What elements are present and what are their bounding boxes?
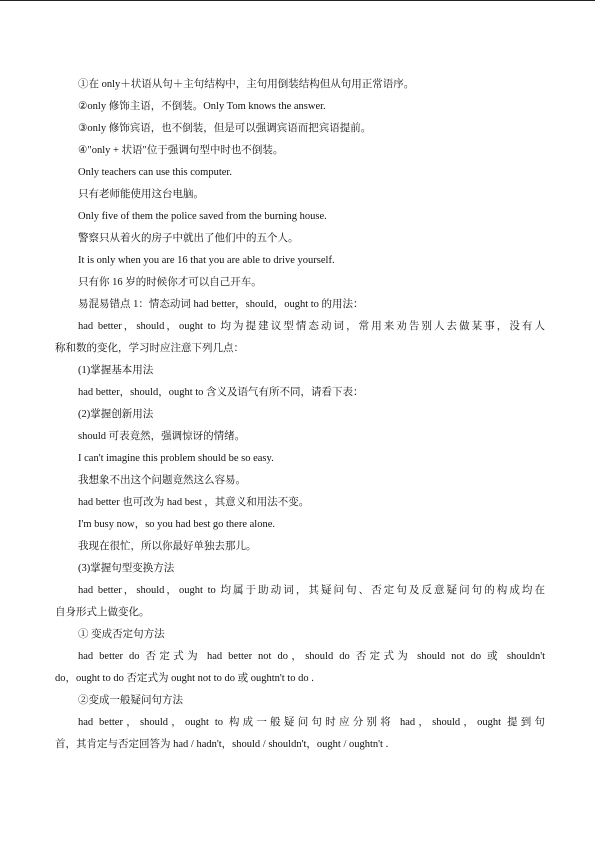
- paragraph-line: had better，should，ought to 均属于助动词，其疑问句、否定句及反意疑问句的构成均在: [78, 585, 545, 596]
- example-english: I can't imagine this problem should be so easy.: [78, 453, 274, 464]
- paragraph-line: 首，其肯定与否定回答为 had / hadn't，should / shouldn't，ought / oughtn't .: [55, 739, 389, 750]
- example-english: I'm busy now，so you had best go there alone.: [78, 519, 275, 530]
- rule-item-4: ④"only + 状语"位于强调句型中时也不倒装。: [78, 145, 284, 156]
- subheading: (2)掌握创新用法: [78, 409, 154, 420]
- example-english: Only teachers can use this computer.: [78, 167, 232, 178]
- example-english: Only five of them the police saved from the burning house.: [78, 211, 327, 222]
- page-top-rule: [0, 0, 595, 1]
- example-chinese: 只有你 16 岁的时候你才可以自己开车。: [78, 277, 262, 288]
- rule-item-2: ②only 修饰主语，不倒装。Only Tom knows the answer.: [78, 101, 326, 112]
- section-heading: 易混易错点 1：情态动词 had better，should，ought to 的用法：: [78, 299, 364, 310]
- subheading: ① 变成否定句方法: [78, 629, 165, 640]
- rule-item-3: ③only 修饰宾语，也不倒装，但是可以强调宾语而把宾语提前。: [78, 123, 372, 134]
- subheading: (1)掌握基本用法: [78, 365, 154, 376]
- example-english: It is only when you are 16 that you are able to drive yourself.: [78, 255, 335, 266]
- paragraph-line: had better，should，ought to 均为提建议型情态动词，常用来劝告别人去做某事，没有人: [78, 321, 545, 332]
- paragraph-line: had better，should，ought to 含义及语气有所不同，请看下表：: [78, 387, 364, 398]
- paragraph-line: had better 也可改为 had best ，其意义和用法不变。: [78, 497, 310, 508]
- paragraph-line: had better do 否定式为 had better not do，should do 否定式为 should not do 或 shouldn't: [78, 651, 545, 662]
- paragraph-line: should 可表竟然，强调惊讶的情绪。: [78, 431, 246, 442]
- subheading: ②变成一般疑问句方法: [78, 695, 183, 706]
- paragraph-line: 自身形式上做变化。: [55, 607, 150, 618]
- paragraph-line: 称和数的变化，学习时应注意下列几点：: [55, 343, 244, 354]
- subheading: (3)掌握句型变换方法: [78, 563, 175, 574]
- example-chinese: 我现在很忙，所以你最好单独去那儿。: [78, 541, 257, 552]
- example-chinese: 警察只从着火的房子中就出了他们中的五个人。: [78, 233, 299, 244]
- example-chinese: 只有老师能使用这台电脑。: [78, 189, 204, 200]
- rule-item-1: ①在 only＋状语从句＋主句结构中，主句用倒装结构但从句用正常语序。: [78, 79, 415, 90]
- paragraph-line: do，ought to do 否定式为 ought not to do 或 oughtn't to do .: [55, 673, 314, 684]
- paragraph-line: had better，should，ought to 构成一般疑问句时应分别将 had，should，ought 提到句: [78, 717, 545, 728]
- example-chinese: 我想象不出这个问题竟然这么容易。: [78, 475, 246, 486]
